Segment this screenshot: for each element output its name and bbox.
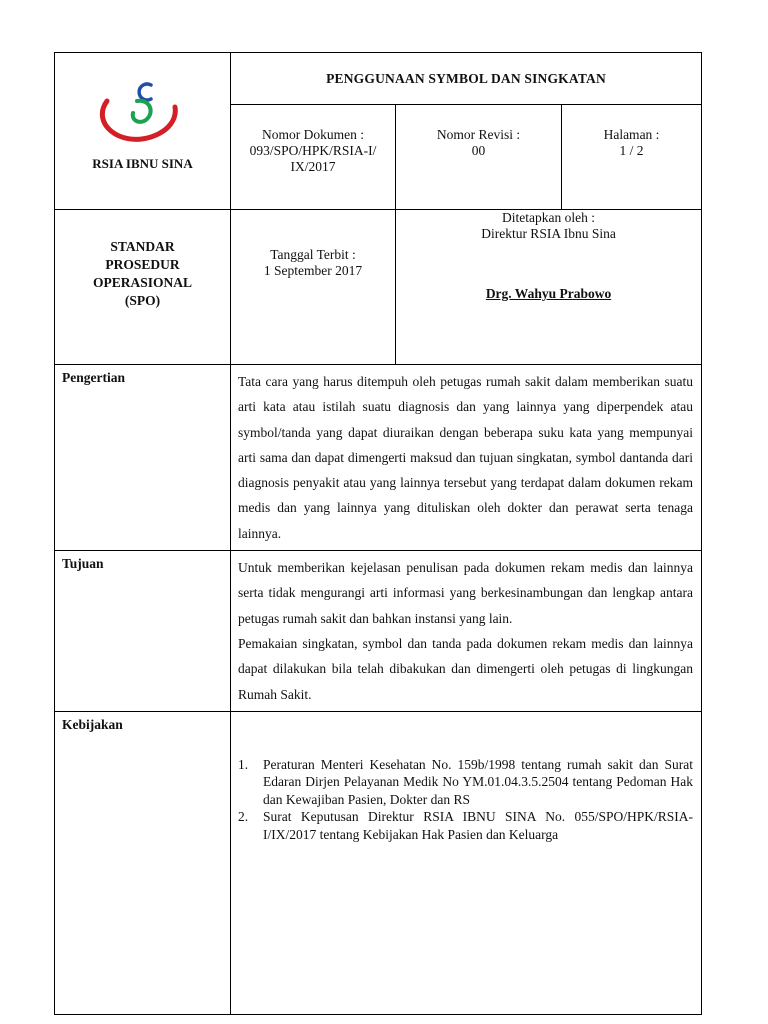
page-cell	[562, 105, 702, 210]
document-title: PENGGUNAAN SYMBOL DAN SINGKATAN	[231, 53, 702, 105]
page-label: Halaman :	[603, 127, 660, 142]
list-item-number: 1.	[238, 756, 249, 772]
list-item-text: Surat Keputusan Direktur RSIA IBNU SINA No. 055/SPO/HPK/RSIA-I/IX/2017 tentang Kebijakan Hak Pasien dan Keluarga	[263, 809, 694, 842]
list-item	[238, 756, 693, 809]
hospital-logo	[89, 71, 197, 155]
logo-cell	[55, 53, 231, 210]
pengertian-text: Tata cara yang harus ditempuh oleh petugas rumah sakit dalam memberikan suatu arti kata atau istilah suatu diagnosis dan yang lainnya yang diperpendek atau symbol/tanda yang dapat diuraikan dengan beberapa suku kata yang mempunyai arti sama dan dapat dimengerti maksud dan tujuan singkatan, symbol dantanda dari diagnosis penyakit atau yang lainnya tersebut yang terdapat dalam dokumen rekam medis dan yang lainnya yang dituliskan oleh dokter dan perawat serta tenaga lainnya.	[231, 365, 702, 551]
revision-value: 00	[471, 143, 486, 158]
kebijakan-label: Kebijakan	[55, 711, 231, 1014]
established-by-role: Direktur RSIA Ibnu Sina	[481, 226, 616, 241]
doc-number-cell	[231, 105, 396, 210]
issue-date-value: 1 September 2017	[263, 263, 363, 278]
revision-cell	[396, 105, 562, 210]
doc-number-value: 093/SPO/HPK/RSIA-I/ IX/2017	[249, 143, 377, 174]
list-item-text: Peraturan Menteri Kesehatan No. 159b/1998 tentang rumah sakit dan Surat Edaran Dirjen Pelayanan Medik No YM.01.04.3.5.2504 tentang Pedoman Hak dan Kewajiban Pasien, Dokter dan RS	[263, 756, 694, 807]
issue-date-cell	[231, 210, 396, 365]
established-by-label: Ditetapkan oleh :	[502, 210, 595, 225]
pengertian-label: Pengertian	[55, 365, 231, 551]
tujuan-paragraph-1: Untuk memberikan kejelasan penulisan pada dokumen rekam medis dan lainnya serta tidak mengurangi arti informasi yang berkesinambungan dan lengkap antara petugas rumah sakit dan bahkan instansi yang lain.	[238, 560, 694, 626]
hospital-name: RSIA IBNU SINA	[92, 156, 193, 171]
tujuan-label: Tujuan	[55, 551, 231, 712]
issue-date-label: Tanggal Terbit :	[270, 247, 356, 262]
revision-label: Nomor Revisi :	[436, 127, 521, 142]
tujuan-paragraph-2: Pemakaian singkatan, symbol dan tanda pada dokumen rekam medis dan lainnya dapat dilakukan bila telah dibakukan dan dimengerti oleh petugas di lingkungan Rumah Sakit.	[238, 635, 694, 702]
tujuan-cell	[231, 551, 702, 712]
page-value: 1 / 2	[619, 143, 644, 158]
list-item-number: 2.	[238, 809, 249, 825]
kebijakan-list	[238, 756, 693, 844]
kebijakan-cell	[231, 711, 702, 1014]
list-item	[238, 808, 693, 843]
spo-title: STANDAR PROSEDUR OPERASIONAL (SPO)	[55, 210, 231, 365]
spo-table	[54, 52, 702, 1015]
signer-name: Drg. Wahyu Prabowo	[485, 286, 612, 301]
established-by-cell	[396, 210, 702, 365]
doc-number-label: Nomor Dokumen :	[262, 127, 364, 142]
